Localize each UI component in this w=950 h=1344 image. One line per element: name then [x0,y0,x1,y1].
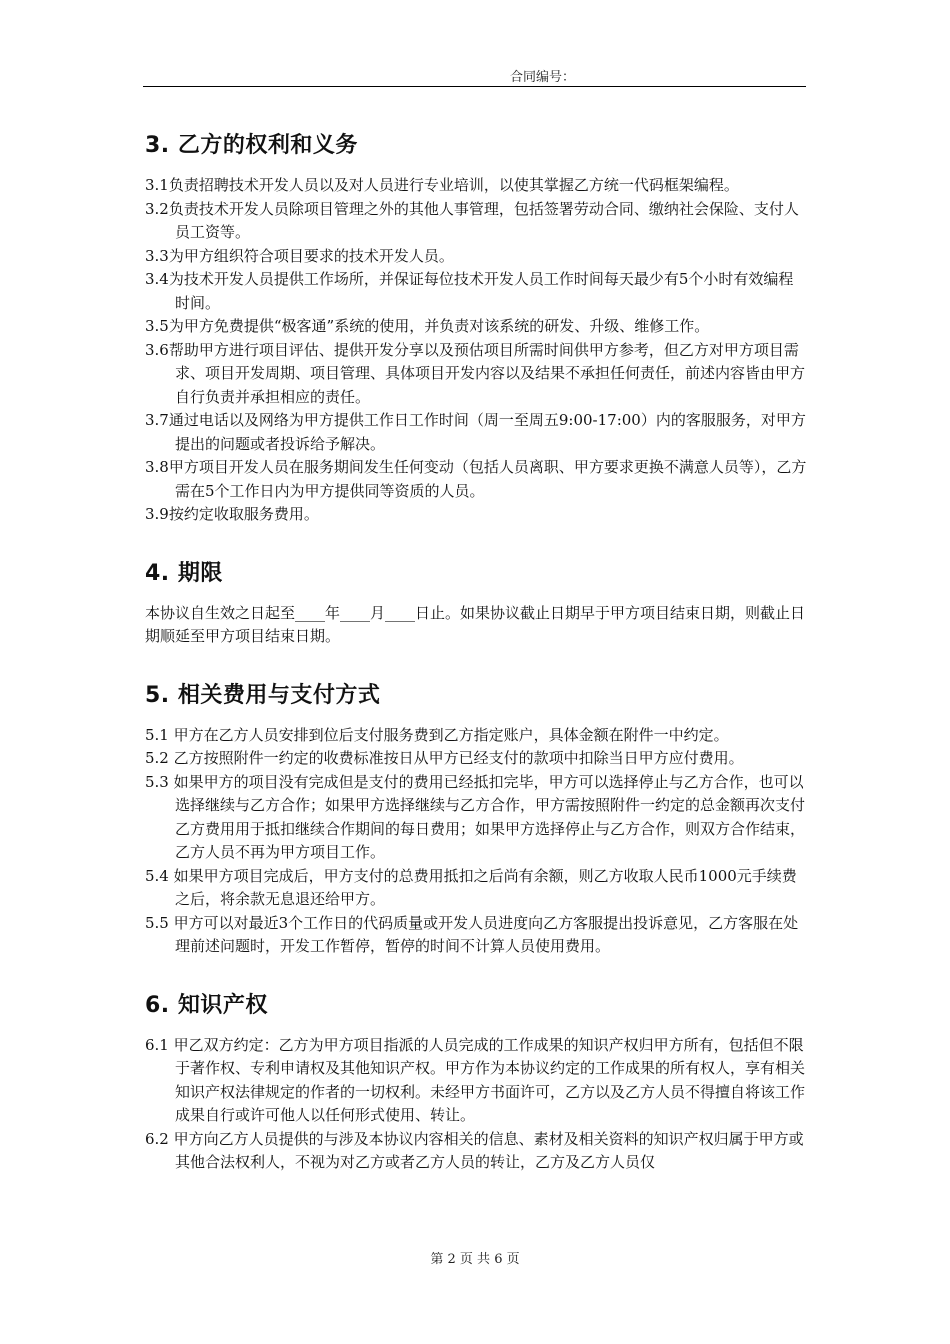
contract-number-label: 合同编号： [510,70,576,85]
clause: 5.3 如果甲方的项目没有完成但是支付的费用已经抵扣完毕，甲方可以选择停止与乙方合作，也可以选择继续与乙方合作；如果甲方选择继续与乙方合作，甲方需按照附件一约定的总金额再次支付乙方费用用于抵扣继续合作期间的每日费用；如果甲方选择停止与乙方合作，则双方合作结束，乙方人员不再为甲方项目工作。 [145,772,806,861]
clause: 5.1 甲方在乙方人员安排到位后支付服务费到乙方指定账户，具体金额在附件一中约定。 [145,725,729,744]
clause: 3.5为甲方免费提供“极客通”系统的使用，并负责对该系统的研发、升级、维修工作。 [145,317,710,335]
clause: 5.2 乙方按照附件一约定的收费标准按日从甲方已经支付的款项中扣除当日甲方应付费用。 [145,749,744,767]
clause: 5.5 甲方可以对最近3个工作日的代码质量或开发人员进度向乙方客服提出投诉意见，乙方客服在处理前述问题时，开发工作暂停，暂停的时间不计算人员使用费用。 [145,913,799,955]
section-title: 4. 期限 [145,560,223,586]
page-number: 第 2 页 共 6 页 [430,1252,520,1267]
term-paragraph: 本协议自生效之日起至____年____月____日止。如果协议截止日期早于甲方项目结束日期，则截止日期顺延至甲方项目结束日期。 [145,603,806,645]
section-term [145,558,807,649]
clause: 6.2 甲方向乙方人员提供的与涉及本协议内容相关的信息、素材及相关资料的知识产权归属于甲方或其他合法权利人，不视为对乙方或者乙方人员的转让，乙方及乙方人员仅 [145,1129,804,1171]
clause: 3.9按约定收取服务费用。 [145,505,319,523]
clause: 6.1 甲乙双方约定：乙方为甲方项目指派的人员完成的工作成果的知识产权归甲方所有，包括但不限于著作权、专利申请权及其他知识产权。甲方作为本协议约定的工作成果的所有权人，享有相关知识产权法律规定的作者的一切权利。未经甲方书面许可，乙方以及乙方人员不得擅自将该工作成果自行或许可他人以任何形式使用、转让。 [145,1035,806,1124]
clause: 3.3为甲方组织符合项目要求的技术开发人员。 [145,246,454,265]
section-title: 3. 乙方的权利和义务 [145,133,358,158]
document-body [145,130,807,1206]
clause: 3.2负责技术开发人员除项目管理之外的其他人事管理，包括签署劳动合同、缴纳社会保险、支付人员工资等。 [145,199,799,241]
section-title: 5. 相关费用与支付方式 [145,682,381,708]
section-rights-obligations [145,130,807,527]
clause: 3.1负责招聘技术开发人员以及对人员进行专业培训，以使其掌握乙方统一代码框架编程。 [145,176,739,194]
clause: 3.8甲方项目开发人员在服务期间发生任何变动（包括人员离职、甲方要求更换不满意人员等），乙方需在5个工作日内为甲方提供同等资质的人员。 [145,458,807,500]
clause: 3.4为技术开发人员提供工作场所，并保证每位技术开发人员工作时间每天最少有5个小时有效编程时间。 [145,270,794,312]
clause: 5.4 如果甲方项目完成后，甲方支付的总费用抵扣之后尚有余额，则乙方收取人民币1000元手续费之后，将余款无息退还给甲方。 [145,866,797,908]
header-divider [143,86,806,87]
section-fees-payment [145,680,807,959]
section-intellectual-property [145,990,807,1175]
clause: 3.7通过电话以及网络为甲方提供工作日工作时间（周一至周五9:00-17:00）内的客服服务，对甲方提出的问题或者投诉给予解决。 [145,411,806,453]
section-title: 6. 知识产权 [145,992,268,1018]
clause: 3.6帮助甲方进行项目评估、提供开发分享以及预估项目所需时间供甲方参考，但乙方对甲方项目需求、项目开发周期、项目管理、具体项目开发内容以及结果不承担任何责任，前述内容皆由甲方自行负责并承担相应的责任。 [145,340,806,406]
